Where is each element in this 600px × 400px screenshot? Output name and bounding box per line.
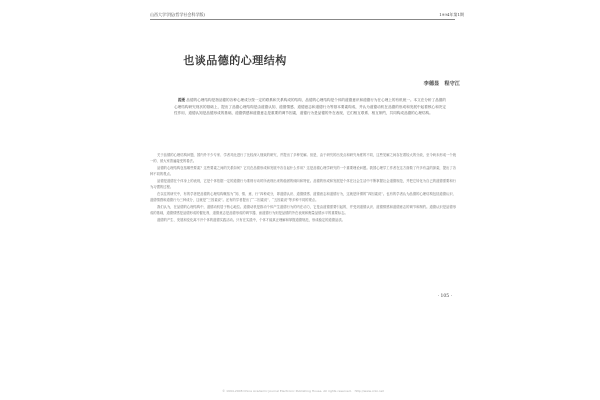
journal-header: 山西大学学报(哲学社会科学版) — [150, 12, 206, 17]
body-paragraph: 关于品德的心理结构问题，国内外不少专家、学者对此进行了比较深入细致的研究，并提出了多种见解。但是，由于研究的出发点和研究角度的不同，这些见解之间存在着较大的分歧，至今尚未形成一个统一的、被大家普遍接受的看法。 — [150, 153, 456, 164]
article-authors: 李德显 程守江 — [423, 81, 460, 87]
body-paragraph: 我们认为，在品德的心理结构中，道德动机居于核心地位。道德动机是推动个体产生道德行为的内在动力，它是由道德需要引起的，并受到道德认识、道德情感和道德意志的调节和制约。道德认识是品德形成的基础，道德情感是品德形成的催化剂，道德意志是品德形成的调节器，而道德行为则是品德的外在表现和衡量品德水平的重要标志。 — [150, 204, 456, 216]
body-paragraph: 品德的心理结构包括哪些要素？这些要素之间的关系如何？它们在品德形成和发展中各自起什么作用？这是品德心理学研究的一个重要理论问题。我国心理学工作者在这方面做了许多有益的探索，提出了各种不同的观点。 — [150, 165, 456, 177]
copyright-footer: © 1994-2008 China Academic Journal Electronic Publishing House. All rights reserved. http://www.cnki.net — [222, 389, 384, 393]
issue-header: 1994年第1期 — [439, 12, 464, 17]
page-number: · 105 · — [437, 294, 452, 299]
body-paragraph: 在以往的研究中，有的学者把品德的心理结构概括为“知、情、意、行”四种成分，即道德认识、道德情感、道德意志和道德行为，这就是所谓的“四因素说”。也有的学者认为品德的心理结构包括道德认识、道德情感和道德行为三种成分，这就是“三因素说”。还有的学者提出了“二因素说”、“五因素说”等多种不同的观点。 — [150, 191, 456, 203]
header-divider — [150, 19, 455, 20]
abstract-text: 品德的心理结构是指品德的各种心理成分按一定的联系和关系构成的结构，品德的心理结构是个体的道德意识和道德行为在心理上的有机统一。本文在分析了品德的心理结构研究现状的基础上，提出了品德心理结构是由道德认知、道德情感、道德意志和道德行为等基本要素构成，并认为道德动机在品德的形成和发展中起着核心和决定性作用，道德认知是品德形成的基础，道德情感和道德意志是重要的调节因素，道德行为是品德的外在表现，它们相互联系、相互制约，共同构成品德的心理结构。 — [174, 98, 446, 116]
article-body — [150, 152, 456, 223]
abstract-block — [174, 97, 446, 117]
body-paragraph: 道德的产生、发展和变化离不开个体的道德实践活动。只有在实践中，个体才能真正理解和掌握道德规范，形成稳定的道德品质。 — [157, 217, 345, 222]
article-title: 也谈品德的心理结构 — [183, 54, 287, 67]
body-paragraph: 品德是道德在个体身上的表现，它是个体依据一定的道德行为准则行动时所表现出来的稳固的倾向和特征。品德的形成和发展是个体在社会生活中不断掌握社会道德规范，并把它转化为自己的道德需要和行为习惯的过程。 — [150, 178, 456, 190]
abstract-label: 提要 — [178, 98, 186, 102]
